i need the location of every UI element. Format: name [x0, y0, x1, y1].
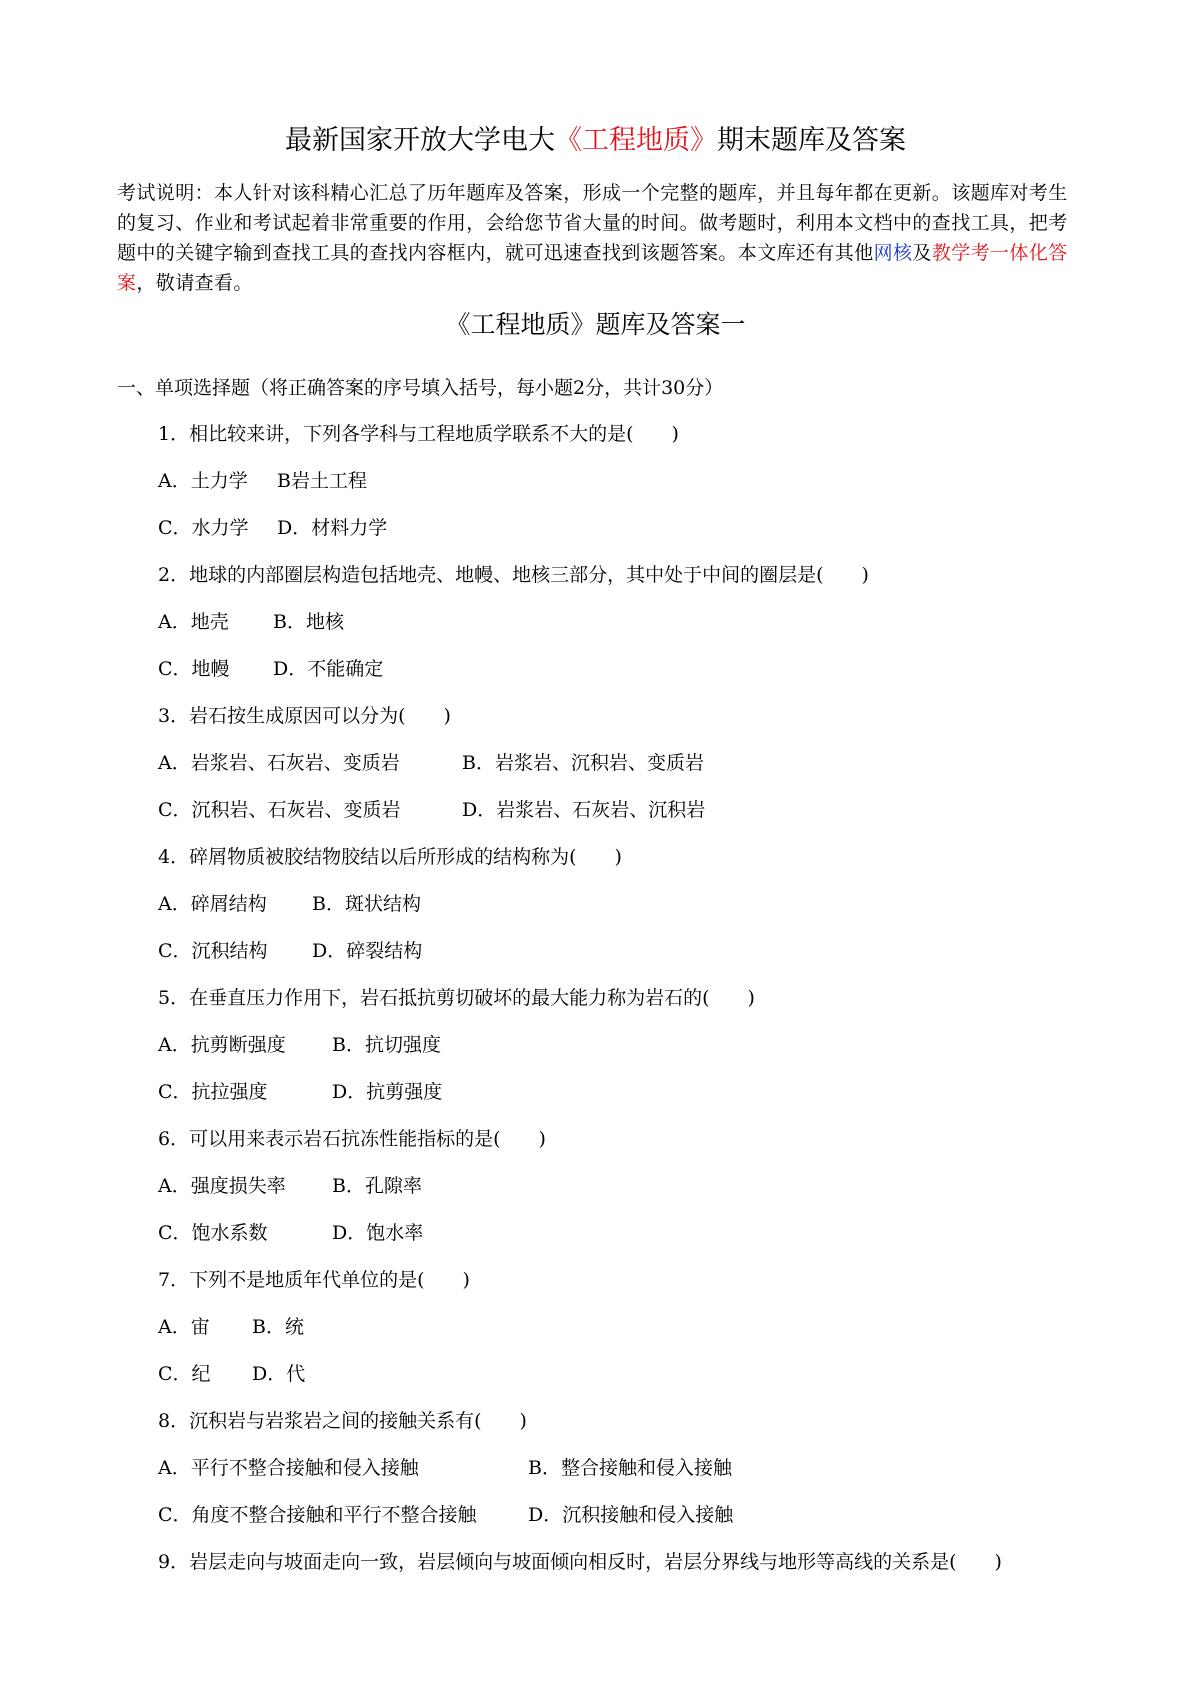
option-row: [158, 513, 1158, 560]
option-c: C．地幔: [158, 658, 230, 680]
option-d: D．饱水率: [332, 1222, 424, 1244]
option-row: [158, 1359, 1158, 1406]
option-b: B．抗切强度: [332, 1034, 441, 1056]
title-suffix: 期末题库及答案: [717, 125, 906, 156]
option-b: B．地核: [273, 611, 344, 633]
option-row: [158, 466, 1158, 513]
option-b: B．统: [252, 1316, 304, 1338]
question-stem: 3．岩石按生成原因可以分为( ): [158, 705, 451, 727]
option-c: C．抗拉强度: [158, 1081, 268, 1103]
title-highlight: 《工程地质》: [555, 125, 717, 156]
option-row: [158, 795, 1158, 842]
option-b: B．斑状结构: [312, 893, 421, 915]
question-stem: 4．碎屑物质被胶结物胶结以后所形成的结构称为( ): [158, 846, 622, 868]
option-a: A．岩浆岩、石灰岩、变质岩: [158, 752, 400, 774]
option-row: [158, 1077, 1158, 1124]
option-row: [158, 748, 1158, 795]
option-row: [158, 1312, 1158, 1359]
option-b: B．岩浆岩、沉积岩、变质岩: [462, 752, 704, 774]
option-row: [158, 1453, 1158, 1500]
option-d: D．材料力学: [277, 517, 388, 539]
option-row: [158, 1500, 1158, 1547]
option-c: C．水力学: [158, 517, 249, 539]
section-subtitle: 《工程地质》题库及答案一: [445, 310, 746, 339]
question-stem: 2．地球的内部圈层构造包括地壳、地幔、地核三部分，其中处于中间的圈层是( ): [158, 564, 869, 586]
option-d: D．代: [252, 1363, 306, 1385]
intro-link-wanghe[interactable]: 网核: [873, 242, 913, 264]
option-b: B岩土工程: [277, 470, 367, 492]
option-c: C．沉积结构: [158, 940, 268, 962]
option-row: [158, 889, 1158, 936]
question-stem: 7．下列不是地质年代单位的是( ): [158, 1269, 470, 1291]
title-prefix: 最新国家开放大学电大: [285, 125, 555, 156]
option-d: D．不能确定: [273, 658, 384, 680]
option-d: D．沉积接触和侵入接触: [528, 1504, 734, 1526]
intro-text: 考试说明：本人针对该科精心汇总了历年题库及答案，形成一个完整的题库，并且每年都在更新。该题库对考生的复习、作业和考试起着非常重要的作用，会给您节省大量的时间。做考题时，利用本文档中的查找工具，把考题中的关键字输到查找工具的查找内容框内，就可迅速查找到该题答案。本文库还有其他: [117, 182, 1068, 264]
option-a: A．碎屑结构: [158, 893, 267, 915]
option-row: [158, 607, 1158, 654]
question-list: [158, 419, 1158, 1594]
option-a: A．土力学: [158, 470, 248, 492]
option-row: [158, 654, 1158, 701]
option-c: C．纪: [158, 1363, 211, 1385]
question-stem: 8．沉积岩与岩浆岩之间的接触关系有( ): [158, 1410, 527, 1432]
exam-instructions: [117, 178, 1079, 298]
intro-link-jiaoxuekao[interactable]: 教学考一体化答案: [117, 242, 1068, 294]
option-c: C．饱水系数: [158, 1222, 268, 1244]
option-a: A．宙: [158, 1316, 210, 1338]
option-d: D．岩浆岩、石灰岩、沉积岩: [462, 799, 706, 821]
intro-and: 及: [912, 242, 932, 264]
option-a: A．地壳: [158, 611, 229, 633]
option-row: [158, 1218, 1158, 1265]
option-b: B．整合接触和侵入接触: [528, 1457, 732, 1479]
question-stem: 1．相比较来讲，下列各学科与工程地质学联系不大的是( ): [158, 423, 679, 445]
option-a: A．平行不整合接触和侵入接触: [158, 1457, 419, 1479]
document-title: [0, 121, 1191, 161]
option-a: A．强度损失率: [158, 1175, 286, 1197]
option-b: B．孔隙率: [332, 1175, 422, 1197]
question-stem: 6．可以用来表示岩石抗冻性能指标的是( ): [158, 1128, 546, 1150]
option-row: [158, 936, 1158, 983]
option-row: [158, 1171, 1158, 1218]
option-c: C．沉积岩、石灰岩、变质岩: [158, 799, 401, 821]
section-heading: 一、单项选择题（将正确答案的序号填入括号，每小题2分，共计30分）: [117, 377, 724, 399]
option-c: C．角度不整合接触和平行不整合接触: [158, 1504, 477, 1526]
intro-end: ，敬请查看。: [136, 272, 253, 294]
option-d: D．碎裂结构: [312, 940, 423, 962]
question-stem: 5．在垂直压力作用下，岩石抵抗剪切破坏的最大能力称为岩石的( ): [158, 987, 755, 1009]
question-stem: 9．岩层走向与坡面走向一致，岩层倾向与坡面倾向相反时，岩层分界线与地形等高线的关系是( ): [158, 1551, 1002, 1573]
option-a: A．抗剪断强度: [158, 1034, 286, 1056]
option-row: [158, 1030, 1158, 1077]
option-d: D．抗剪强度: [332, 1081, 443, 1103]
